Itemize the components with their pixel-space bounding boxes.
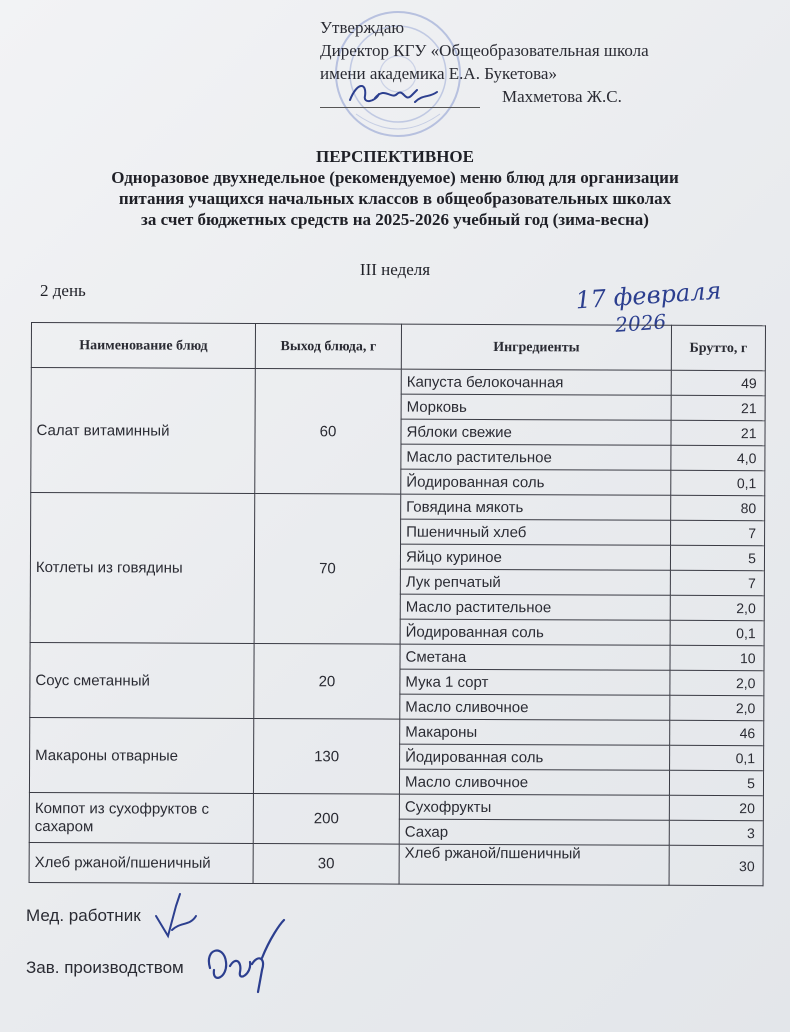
ingredient-name: Сухофрукты [399,794,669,820]
ingredient-name: Йодированная соль [400,744,670,770]
menu-table [29,322,766,886]
dish-yield: 70 [254,493,401,644]
ingredient-gross: 7 [670,570,764,595]
ingredient-name: Говядина мякоть [401,494,671,520]
ingredient-gross: 21 [671,395,765,420]
dish-yield: 30 [253,843,399,884]
med-worker-label: Мед. работник [26,906,141,925]
dish-yield: 60 [255,368,402,494]
table-row [31,368,765,396]
dish-name: Хлеб ржаной/пшеничный [29,842,253,883]
dish-name: Макароны отварные [29,717,253,793]
approval-signer: Махметова Ж.С. [502,87,622,106]
table-row [29,842,763,885]
ingredient-name: Масло растительное [400,594,670,620]
dish-name: Соус сметанный [30,642,254,718]
header-dish: Наименование блюд [31,323,255,369]
ingredient-gross: 10 [670,645,764,670]
ingredient-gross: 0,1 [670,620,764,645]
ingredient-gross: 0,1 [671,470,765,495]
table-row [30,642,764,670]
table-row [31,493,765,521]
ingredient-name: Мука 1 сорт [400,669,670,695]
ingredient-name: Хлеб ржаной/пшеничный [399,844,669,885]
ingredient-name: Йодированная соль [401,469,671,495]
ingredient-gross: 7 [671,520,765,545]
handwritten-date-line-2: 2026 [614,309,667,336]
table-row [30,717,764,745]
ingredient-name: Макароны [400,719,670,745]
ingredient-name: Масло растительное [401,444,671,470]
approval-position: Директор КГУ «Общеобразовательная школа [320,41,649,60]
ingredient-name: Йодированная соль [400,619,670,645]
dish-yield: 130 [253,718,399,794]
title-line-3: за счет бюджетных средств на 2025-2026 учебный год (зима-весна) [141,210,649,229]
dish-name: Салат витаминный [31,368,256,494]
ingredient-name: Пшеничный хлеб [401,519,671,545]
ingredient-gross: 2,0 [670,695,764,720]
week-label: III неделя [359,260,431,279]
ingredient-name: Масло сливочное [400,694,670,720]
ingredient-gross: 46 [670,720,764,745]
ingredient-gross: 3 [669,820,763,845]
dish-name: Компот из сухофруктов с сахаром [29,792,253,843]
ingredient-gross: 20 [669,795,763,820]
day-label: 2 день [40,281,86,300]
ingredient-name: Яйцо куриное [400,544,670,570]
menu-table-wrapper [29,322,765,886]
director-signature [345,72,445,112]
title-line-2: питания учащихся начальных классов в общеобразовательных школах [118,189,672,208]
handwritten-date-line-1: 17 февраля [574,276,723,315]
ingredient-gross: 80 [671,495,765,520]
dish-yield: 20 [254,643,400,719]
ingredient-gross: 30 [669,845,763,885]
ingredient-gross: 4,0 [671,445,765,470]
dish-yield: 200 [253,793,399,844]
header-gross: Брутто, г [671,325,765,370]
ingredient-name: Яблоки свежие [401,419,671,445]
ingredient-name: Капуста белокочанная [401,369,671,395]
approval-school: имени академика Е.А. Букетова» [320,64,557,83]
ingredient-gross: 2,0 [670,595,764,620]
ingredient-name: Сметана [400,644,670,670]
ingredient-gross: 2,0 [670,670,764,695]
ingredient-name: Морковь [401,394,671,420]
header-yield: Выход блюда, г [255,323,401,369]
ingredient-gross: 0,1 [670,745,764,770]
ingredient-name: Лук репчатый [400,569,670,595]
ingredient-gross: 5 [670,545,764,570]
ingredient-name: Сахар [399,819,669,845]
table-header-row [31,323,765,371]
header-ingredients: Ингредиенты [401,324,671,370]
production-head-signature [200,918,290,1000]
dish-name: Котлеты из говядины [30,493,255,644]
document-title [0,146,790,230]
ingredient-name: Масло сливочное [399,769,669,795]
title-line-1: Одноразовое двухнедельное (рекомендуемое) меню блюд для организации [111,168,679,187]
table-row [29,792,763,820]
ingredient-gross: 49 [671,370,765,395]
title-main: ПЕРСПЕКТИВНОЕ [315,147,474,166]
menu-table-body [29,368,765,886]
production-head-label: Зав. производством [26,958,184,977]
ingredient-gross: 5 [669,770,763,795]
ingredient-gross: 21 [671,420,765,445]
approval-title: Утверждаю [320,18,405,37]
